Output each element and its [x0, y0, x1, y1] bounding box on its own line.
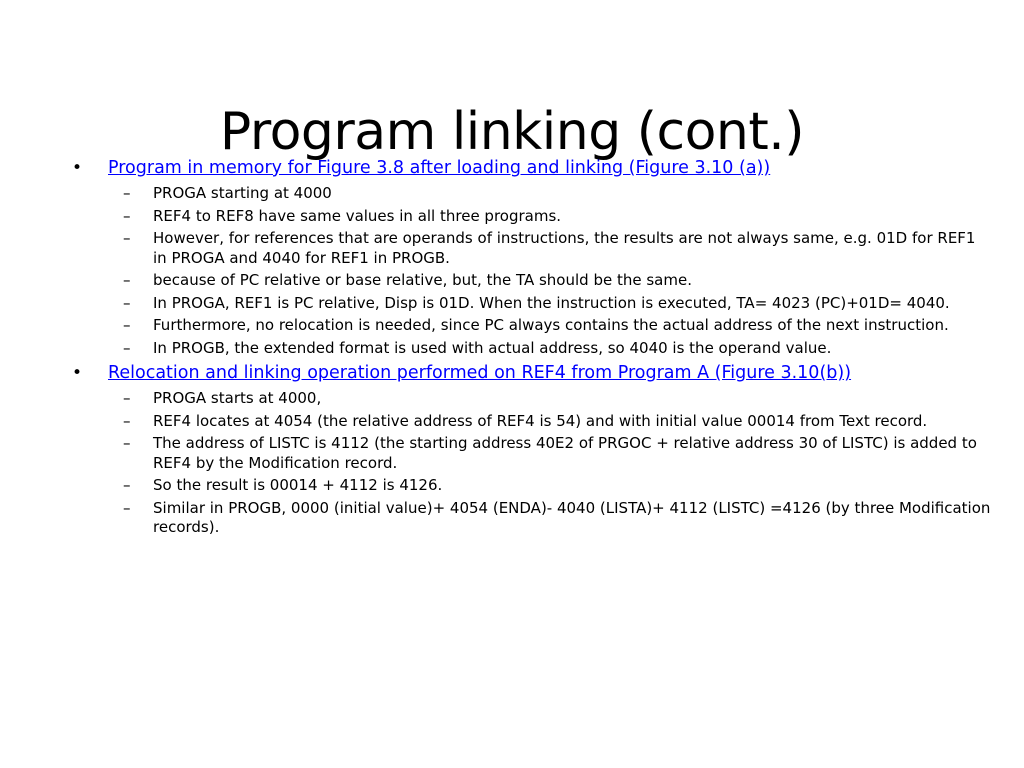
list-item: – PROGA starts at 4000,	[123, 389, 322, 407]
list-item: – However, for references that are operands of instructions, the results are not always same, e.g. 01D for REF1 in PROGA and 4040 for REF1 in PROGB.	[123, 229, 976, 267]
dash-icon: –	[123, 293, 131, 312]
list-item: – So the result is 00014 + 4112 is 4126.	[123, 476, 443, 494]
dash-icon: –	[123, 476, 131, 494]
sub-list-relocation	[108, 389, 992, 538]
list-item: – because of PC relative or base relative, but, the TA should be the same.	[123, 271, 692, 289]
list-item: – Similar in PROGB, 0000 (initial value)+ 4054 (ENDA)- 4040 (LISTA)+ 4112 (LISTC) =4126 (by three Modification records).	[123, 498, 991, 536]
dash-icon: –	[123, 389, 131, 407]
list-item: – REF4 to REF8 have same values in all three programs.	[123, 206, 562, 225]
dash-icon: –	[123, 498, 131, 517]
dash-icon: –	[123, 271, 131, 289]
link-figure-3-10-b[interactable]: Relocation and linking operation performed on REF4 from Program A (Figure 3.10(b))	[108, 363, 852, 383]
dash-icon: –	[123, 411, 131, 430]
list-item: – In PROGA, REF1 is PC relative, Disp is 01D. When the instruction is executed, TA= 4023 (PC)+01D= 4040.	[123, 293, 950, 312]
list-item: – REF4 locates at 4054 (the relative address of REF4 is 54) and with initial value 00014 from Text record.	[123, 411, 928, 430]
dash-icon: –	[123, 316, 131, 334]
slide-title: Program linking (cont.)	[219, 101, 805, 162]
dash-icon: –	[123, 434, 131, 452]
list-item: – Furthermore, no relocation is needed, since PC always contains the actual address of the next instruction.	[123, 316, 949, 334]
dash-icon: –	[123, 206, 131, 225]
bullet-icon: •	[72, 158, 83, 178]
bullet-section-memory	[72, 156, 992, 358]
bullet-icon: •	[72, 363, 83, 383]
list-item: – In PROGB, the extended format is used with actual address, so 4040 is the operand value.	[123, 338, 832, 357]
sub-list-memory	[108, 184, 992, 358]
list-item: – PROGA starting at 4000	[123, 184, 332, 202]
bullet-section-relocation	[72, 361, 992, 538]
dash-icon: –	[123, 338, 131, 357]
dash-icon: –	[123, 184, 131, 202]
link-figure-3-10-a[interactable]: Program in memory for Figure 3.8 after loading and linking (Figure 3.10 (a))	[108, 158, 771, 178]
list-item: – The address of LISTC is 4112 (the starting address 40E2 of PRGOC + relative address 30 of LISTC) is added to REF4 by the Modification record.	[123, 434, 977, 472]
dash-icon: –	[123, 229, 131, 247]
slide-body	[72, 156, 992, 541]
